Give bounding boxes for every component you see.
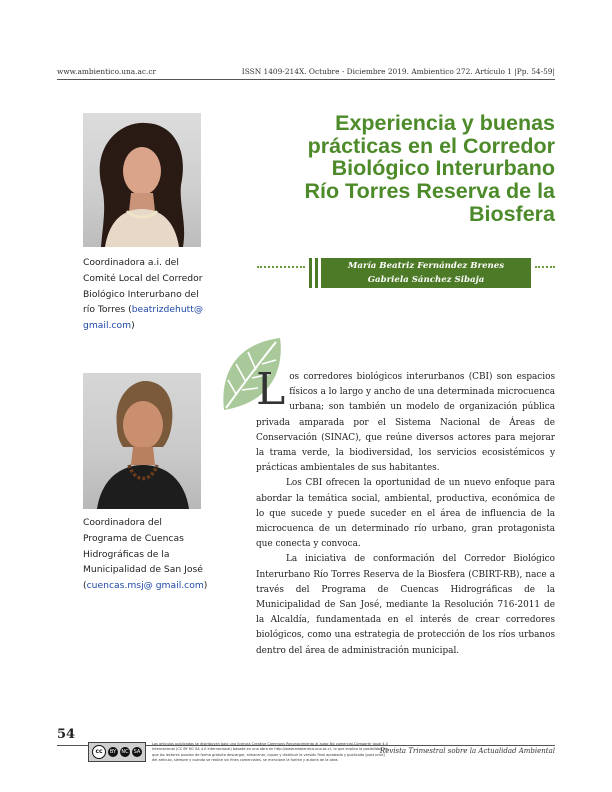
author-banner-dots-right xyxy=(535,266,555,268)
author-name-2: Gabriela Sánchez Sibaja xyxy=(367,275,485,285)
paragraph-3: La iniciativa de conformación del Corredor Biológico Interurbano Río Torres Reserva de la Biosfera (CBIRT-RB), nace a través del Programa de Cuencas Hidrográficas de la Municipalidad de San José, mediante la Resolución 716-2011 de la Alcaldía, fundamentada en el interés de crear corredores biológicos, como una estrategia de protección de los ríos urbanos dentro del área de administración municipal. xyxy=(256,554,555,656)
author-caption-1 xyxy=(83,255,208,334)
article-title: Experiencia y buenas prácticas en el Corredor Biológico Interurbano Río Torres Reserva de la Biosfera xyxy=(304,111,555,226)
author-2-role: Coordinadora del Programa de Cuencas Hidrográficas de la Municipalidad de San José ( xyxy=(83,517,203,592)
author-name-1: María Beatriz Fernández Brenes xyxy=(347,261,505,271)
cc-sa-icon: SA xyxy=(133,749,141,755)
author-banner-bars xyxy=(309,258,321,288)
cc-by-icon: BY xyxy=(109,749,117,755)
banner-bar xyxy=(315,258,318,288)
author-banner-dots-left xyxy=(257,266,305,268)
author-1-role: Coordinadora a.i. del Comité Local del Corredor Biológico Interurbano del río Torres ( xyxy=(83,257,203,316)
page-number: 54 xyxy=(57,727,76,742)
author-photo-1 xyxy=(83,113,201,247)
header-issn-line: ISSN 1409-214X. Octubre - Diciembre 2019. Ambientico 272. Artículo 1 |Pp. 54-59| xyxy=(241,67,555,76)
article-body xyxy=(256,364,555,659)
banner-bar xyxy=(309,258,312,288)
license-text: Los artículos publicados se distribuyen bajo una licencia Creative Commons Reconocimiento al autor-No comercial-Compartir igual 4.0 Internacional (CC BY NC SA 4.0 Internacional) basada en una obra en http://www.ambientico.una.ac.cr, lo que implica la posibilidad de que los lectores puedan de forma gratuita descargar, almacenar, copiar y distribuir la versión final aprobada y publicada (post print) del artículo, siempre y cuando se realice sin fines comerciales, se mencione la fuente y autoría de la obra. xyxy=(152,742,388,762)
author-photo-2 xyxy=(83,373,201,509)
cc-logo-icon: cc xyxy=(92,745,106,759)
author-2-email-link[interactable]: cuencas.msj@ gmail.com xyxy=(86,580,204,592)
creative-commons-badge[interactable] xyxy=(88,742,146,762)
header-website: www.ambientico.una.ac.cr xyxy=(57,67,157,76)
author-1-caption-end: ) xyxy=(131,320,135,332)
author-2-caption-end: ) xyxy=(203,580,208,592)
paragraph-1 xyxy=(256,364,555,476)
cc-nc-icon: NC xyxy=(121,749,129,755)
paragraph-2: Los CBI ofrecen la oportunidad de un nuevo enfoque para abordar la temática social, ambiental, productiva, económica de lo que sucede y puede suceder en el área de influencia de la microcuenca de un determinado río urbano, gran protagonista que conecta y convoca. xyxy=(256,478,555,550)
journal-name: Revista Trimestral sobre la Actualidad Ambiental xyxy=(379,747,555,755)
author-names-box xyxy=(321,258,531,288)
paragraph-1-text: os corredores biológicos interurbanos (CBI) son espacios físicos a lo largo y ancho de una determinada microcuenca urbana; son también un modelo de organización pública privada amparada por el Sistema Nacional de Áreas de Conservación (SINAC), que reúne diversos actores para mejorar la trama verde, la biodiversidad, los servicios ecosistémicos y prácticas ambientales de sus habitantes. xyxy=(256,372,555,474)
dropcap: L xyxy=(256,364,286,415)
author-caption-2 xyxy=(83,515,208,594)
header-divider xyxy=(57,79,555,80)
author-1-email-link[interactable]: beatrizdehutt@ gmail.com xyxy=(83,304,204,332)
